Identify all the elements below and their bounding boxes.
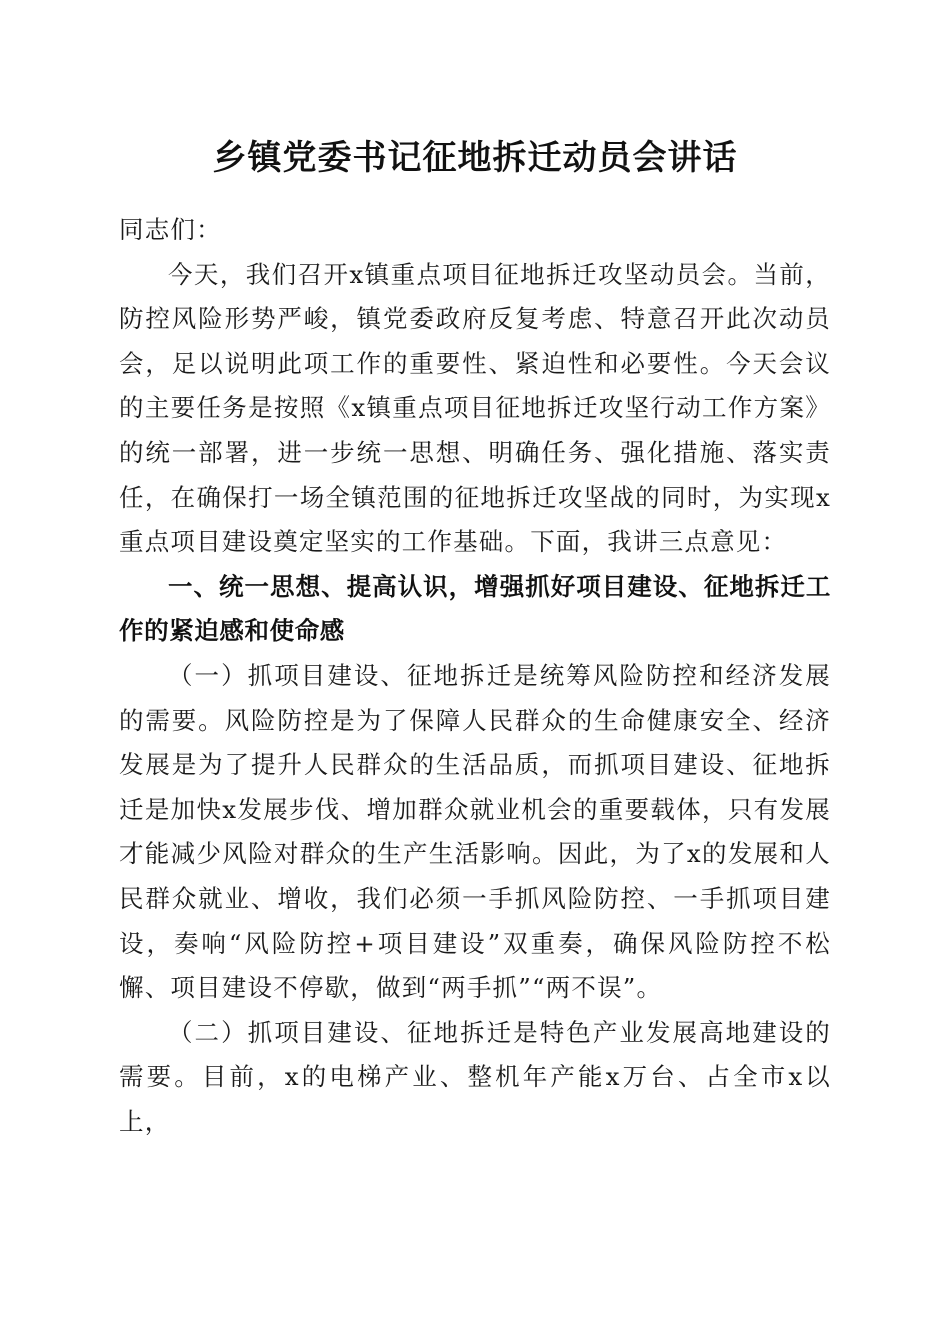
- document-title: 乡镇党委书记征地拆迁动员会讲话: [212, 138, 738, 178]
- intro-paragraph: 今天，我们召开x镇重点项目征地拆迁攻坚动员会。当前，防控风险形势严峻，镇党委政府反复考虑、特意召开此次动员会，足以说明此项工作的重要性、紧迫性和必要性。今天会议的主要任务是按照《x镇重点项目征地拆迁攻坚行动工作方案》的统一部署，进一步统一思想、明确任务、强化措施、落实责任，在确保打一场全镇范围的征地拆迁攻坚战的同时，为实现x重点项目建设奠定坚实的工作基础。下面，我讲三点意见：: [119, 259, 831, 557]
- subsection-paragraph: （二）抓项目建设、征地拆迁是特色产业发展高地建设的需要。目前，x的电梯产业、整机年产能x万台、占全市x以上，: [119, 1017, 831, 1136]
- salutation: 同志们：: [119, 215, 222, 244]
- section-heading: 一、统一思想、提高认识，增强抓好项目建设、征地拆迁工作的紧迫感和使命感: [119, 571, 831, 646]
- subsection-paragraph: （一）抓项目建设、征地拆迁是统筹风险防控和经济发展的需要。风险防控是为了保障人民群众的生命健康安全、经济发展是为了提升人民群众的生活品质，而抓项目建设、征地拆迁是加快x发展步伐、增加群众就业机会的重要载体，只有发展才能减少风险对群众的生产生活影响。因此，为了x的发展和人民群众就业、增收，我们必须一手抓风险防控、一手抓项目建设，奏响“风险防控+项目建设”双重奏，确保风险防控不松懈、项目建设不停歇，做到“两手抓”“两不误”。: [119, 660, 831, 1003]
- document-body: [119, 208, 831, 1144]
